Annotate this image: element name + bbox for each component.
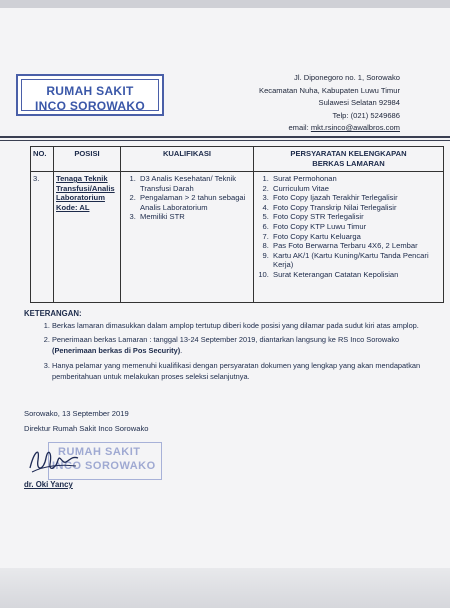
posisi-line: Transfusi/Analis (56, 183, 115, 193)
signature-title: Direktur Rumah Sakit Inco Sorowako (24, 424, 149, 433)
address-block (259, 72, 400, 135)
list-item: 2. Pengalaman > 2 tahun sebagai Analis Laboratorium (138, 193, 251, 212)
list-item: 2. Curriculum Vitae (271, 184, 441, 194)
list-item: 3. Hanya pelamar yang memenuhi kualifikasi dengan persyaratan dokumen yang lengkap yang akan mendapatkan pemberitahuan untuk melakukan proses seleksi selanjutnya. (52, 360, 432, 382)
hospital-logo (16, 74, 164, 116)
vacancy-table (30, 146, 444, 303)
col-header-persyaratan-line1: PERSYARATAN KELENGKAPAN (290, 149, 407, 158)
list-item: 1. Berkas lamaran dimasukkan dalam amplop tertutup diberi kode posisi yang dilamar pada sudut kiri atas amplop. (52, 320, 432, 331)
handwritten-signature (24, 442, 84, 478)
col-header-persyaratan-line2: BERKAS LAMARAN (312, 159, 385, 168)
posisi-line: Laboratorium (56, 193, 105, 202)
signer-name: dr. Oki Yancy (24, 480, 73, 489)
list-item: 3. Memiliki STR (138, 212, 251, 222)
table-row (31, 172, 444, 303)
list-item: 8. Pas Foto Berwarna Terbaru 4X6, 2 Lembar (271, 241, 441, 251)
list-item: 4. Foto Copy Transkrip Nilai Terlegalisir (271, 203, 441, 213)
letter-page (0, 8, 450, 600)
keterangan-list (32, 320, 432, 385)
list-item: 7. Foto Copy Kartu Keluarga (271, 232, 441, 242)
email-line (259, 122, 400, 135)
address-line: Jl. Diponegoro no. 1, Sorowako (294, 73, 400, 82)
cell-kualifikasi (121, 172, 254, 303)
phone-line: Telp: (021) 5249686 (332, 110, 400, 120)
col-header-posisi: POSISI (54, 147, 121, 172)
email-link[interactable]: mkt.rsinco@awalbros.com (310, 123, 400, 132)
email-label: email: (288, 123, 309, 132)
posisi-code: Kode: AL (56, 202, 90, 212)
header-rule-thin (0, 140, 450, 141)
stamp-line-1: RUMAH SAKIT (58, 446, 141, 458)
stamp-line-2: INCO SOROWAKO (52, 460, 156, 472)
keterangan-title: KETERANGAN: (24, 309, 82, 318)
cell-persyaratan (254, 172, 444, 303)
list-item: 5. Foto Copy STR Terlegalisir (271, 212, 441, 222)
list-item: 1. Surat Permohonan (271, 174, 441, 184)
list-item: 1. D3 Analis Kesehatan/ Teknik Transfusi Darah (138, 174, 251, 193)
persyaratan-list (256, 174, 441, 280)
col-header-no: NO. (31, 147, 54, 172)
list-item: 3. Foto Copy Ijazah Terakhir Terlegalisir (271, 193, 441, 203)
col-header-persyaratan (254, 147, 444, 172)
posisi-line: Tenaga Teknik (56, 174, 108, 183)
address-line: Kecamatan Nuha, Kabupaten Luwu Timur (259, 85, 400, 95)
address-line: Sulawesi Selatan 92984 (318, 98, 400, 107)
cell-posisi (54, 172, 121, 303)
item2-suffix: . (180, 346, 183, 356)
item2-text: Penerimaan berkas Lamaran : tanggal 13-24 September 2019, diantarkan langsung ke RS Inco Sorowako (52, 335, 400, 345)
logo-line-2: INCO SOROWAKO (35, 99, 145, 113)
list-item: 10. Surat Keterangan Catatan Kepolisian (271, 270, 441, 280)
kualifikasi-list (123, 174, 251, 222)
header-rule-thick (0, 136, 450, 138)
list-item: 6. Foto Copy KTP Luwu Timur (271, 222, 441, 232)
page-bottom (0, 568, 450, 608)
item2-bold-text: (Penerimaan berkas di Pos Security) (52, 346, 181, 356)
list-item: 9. Kartu AK/1 (Kartu Kuning/Kartu Tanda Pencari Kerja) (271, 251, 441, 270)
signature-date: Sorowako, 13 September 2019 (24, 409, 129, 418)
col-header-kualifikasi: KUALIFIKASI (121, 147, 254, 172)
cell-no: 3. (31, 172, 54, 303)
logo-line-1: RUMAH SAKIT (46, 84, 134, 98)
list-item (52, 334, 432, 356)
